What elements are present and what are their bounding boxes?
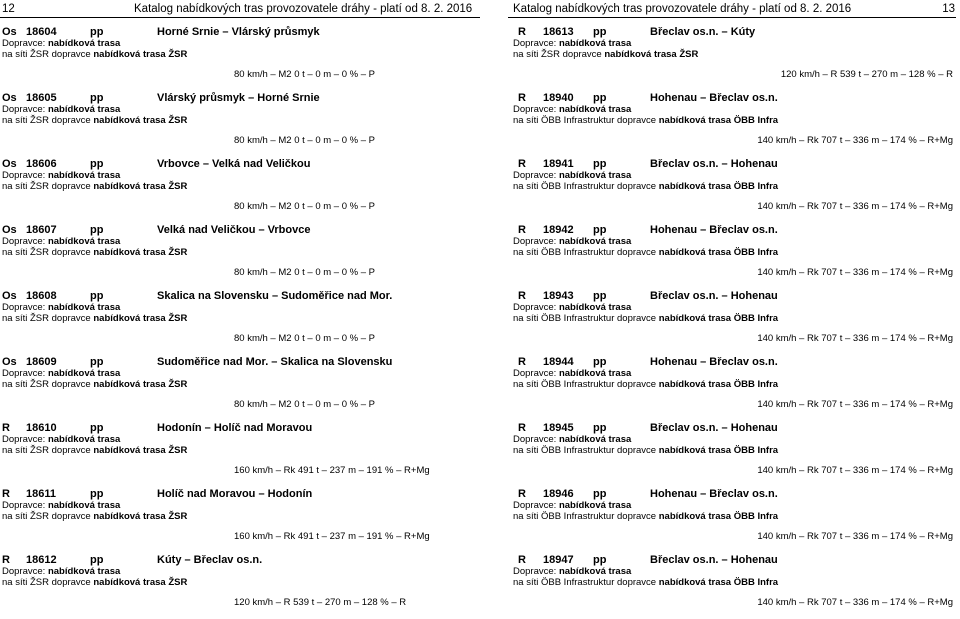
train-number: 18608 — [26, 290, 57, 302]
carrier-value: nabídková trasa — [47, 236, 121, 247]
train-kind: pp — [593, 422, 607, 434]
train-kind: pp — [90, 26, 104, 38]
train-entry — [513, 91, 953, 157]
network-prefix: na síti ŽSR dopravce — [2, 445, 91, 456]
left-page — [0, 0, 480, 608]
carrier-value: nabídková trasa — [558, 434, 632, 445]
carrier-value: nabídková trasa — [558, 500, 632, 511]
train-kind: pp — [593, 224, 607, 236]
network-suffix: nabídková trasa ÖBB Infra — [658, 577, 779, 588]
carrier-line — [513, 434, 631, 445]
network-suffix: nabídková trasa ÖBB Infra — [658, 313, 779, 324]
train-number: 18942 — [543, 224, 574, 236]
carrier-line — [513, 38, 631, 49]
train-type: R — [518, 224, 526, 236]
train-number: 18609 — [26, 356, 57, 368]
header-rule — [0, 17, 480, 18]
train-entry — [513, 553, 953, 619]
train-route: Kúty – Břeclav os.n. — [157, 554, 263, 566]
train-type: R — [2, 488, 10, 500]
train-entry — [513, 289, 953, 355]
network-line — [513, 49, 698, 60]
network-line — [2, 115, 187, 126]
carrier-line — [2, 236, 120, 247]
carrier-line — [2, 566, 120, 577]
page-header — [0, 2, 480, 16]
train-type: Os — [2, 158, 17, 170]
carrier-value: nabídková trasa — [558, 368, 632, 379]
train-params: 140 km/h – Rk 707 t – 336 m – 174 % – R+Mg — [757, 531, 953, 542]
train-params: 80 km/h – M2 0 t – 0 m – 0 % – P — [234, 135, 375, 146]
carrier-line — [513, 500, 631, 511]
train-entry — [2, 223, 472, 289]
header-rule — [508, 17, 956, 18]
network-line — [2, 379, 187, 390]
train-route: Hohenau – Břeclav os.n. — [650, 488, 778, 500]
carrier-label: Dopravce: — [2, 302, 48, 313]
network-prefix: na síti ÖBB Infrastruktur dopravce — [513, 247, 657, 258]
train-route: Hohenau – Břeclav os.n. — [650, 92, 778, 104]
train-route: Sudoměřice nad Mor. – Skalica na Slovensku — [157, 356, 393, 368]
train-number: 18607 — [26, 224, 57, 236]
train-heading — [2, 553, 472, 567]
carrier-label: Dopravce: — [2, 434, 48, 445]
train-entry — [2, 421, 472, 487]
network-prefix: na síti ŽSR dopravce — [2, 313, 91, 324]
network-prefix: na síti ŽSR dopravce — [2, 247, 91, 258]
carrier-value: nabídková trasa — [558, 170, 632, 181]
carrier-value: nabídková trasa — [47, 500, 121, 511]
network-suffix: nabídková trasa ŽSR — [93, 49, 188, 60]
train-heading — [513, 91, 953, 105]
train-heading — [2, 487, 472, 501]
page-header — [480, 2, 960, 16]
network-prefix: na síti ŽSR dopravce — [2, 379, 91, 390]
train-type: R — [518, 290, 526, 302]
carrier-label: Dopravce: — [513, 236, 559, 247]
train-entry — [2, 157, 472, 223]
network-suffix: nabídková trasa ŽSR — [93, 247, 188, 258]
train-number: 18613 — [543, 26, 574, 38]
carrier-label: Dopravce: — [513, 38, 559, 49]
network-line — [513, 511, 778, 522]
carrier-line — [513, 170, 631, 181]
train-heading — [513, 553, 953, 567]
network-prefix: na síti ÖBB Infrastruktur dopravce — [513, 379, 657, 390]
train-heading — [513, 223, 953, 237]
train-type: R — [518, 92, 526, 104]
network-prefix: na síti ŽSR dopravce — [513, 49, 602, 60]
train-number: 18605 — [26, 92, 57, 104]
train-number: 18612 — [26, 554, 57, 566]
train-kind: pp — [593, 488, 607, 500]
train-kind: pp — [593, 158, 607, 170]
train-type: Os — [2, 290, 17, 302]
train-params: 140 km/h – Rk 707 t – 336 m – 174 % – R+Mg — [757, 399, 953, 410]
train-entry — [513, 487, 953, 553]
train-heading — [513, 157, 953, 171]
train-route: Vrbovce – Velká nad Veličkou — [157, 158, 311, 170]
train-params: 140 km/h – Rk 707 t – 336 m – 174 % – R+Mg — [757, 465, 953, 476]
train-kind: pp — [593, 554, 607, 566]
carrier-label: Dopravce: — [2, 368, 48, 379]
train-params: 160 km/h – Rk 491 t – 237 m – 191 % – R+Mg — [234, 531, 430, 542]
network-line — [2, 313, 187, 324]
train-params: 80 km/h – M2 0 t – 0 m – 0 % – P — [234, 201, 375, 212]
network-line — [2, 181, 187, 192]
train-kind: pp — [593, 26, 607, 38]
network-suffix: nabídková trasa ŽSR — [93, 445, 188, 456]
page-title: Katalog nabídkových tras provozovatele dráhy - platí od 8. 2. 2016 — [513, 3, 852, 15]
train-kind: pp — [90, 224, 104, 236]
carrier-label: Dopravce: — [513, 566, 559, 577]
train-route: Hodonín – Holíč nad Moravou — [157, 422, 313, 434]
network-suffix: nabídková trasa ŽSR — [604, 49, 699, 60]
train-entry — [2, 91, 472, 157]
train-route: Břeclav os.n. – Hohenau — [650, 422, 778, 434]
network-prefix: na síti ŽSR dopravce — [2, 181, 91, 192]
train-type: R — [518, 158, 526, 170]
train-kind: pp — [593, 290, 607, 302]
network-suffix: nabídková trasa ŽSR — [93, 511, 188, 522]
train-heading — [2, 355, 472, 369]
train-number: 18944 — [543, 356, 574, 368]
carrier-value: nabídková trasa — [558, 38, 632, 49]
train-heading — [2, 289, 472, 303]
train-type: R — [518, 356, 526, 368]
carrier-line — [2, 170, 120, 181]
network-prefix: na síti ÖBB Infrastruktur dopravce — [513, 445, 657, 456]
train-params: 140 km/h – Rk 707 t – 336 m – 174 % – R+Mg — [757, 201, 953, 212]
train-number: 18947 — [543, 554, 574, 566]
train-number: 18943 — [543, 290, 574, 302]
train-heading — [513, 355, 953, 369]
train-route: Velká nad Veličkou – Vrbovce — [157, 224, 311, 236]
train-route: Břeclav os.n. – Hohenau — [650, 554, 778, 566]
train-number: 18941 — [543, 158, 574, 170]
page-number: 12 — [2, 3, 15, 15]
train-entry — [513, 223, 953, 289]
train-kind: pp — [90, 488, 104, 500]
carrier-value: nabídková trasa — [558, 302, 632, 313]
train-route: Hohenau – Břeclav os.n. — [650, 356, 778, 368]
train-entry — [2, 25, 472, 91]
train-entry — [2, 355, 472, 421]
carrier-value: nabídková trasa — [47, 170, 121, 181]
train-type: Os — [2, 26, 17, 38]
carrier-label: Dopravce: — [513, 302, 559, 313]
network-suffix: nabídková trasa ŽSR — [93, 181, 188, 192]
carrier-label: Dopravce: — [2, 500, 48, 511]
train-kind: pp — [90, 158, 104, 170]
train-entry — [2, 289, 472, 355]
network-prefix: na síti ŽSR dopravce — [2, 115, 91, 126]
train-type: Os — [2, 224, 17, 236]
network-prefix: na síti ÖBB Infrastruktur dopravce — [513, 115, 657, 126]
train-params: 80 km/h – M2 0 t – 0 m – 0 % – P — [234, 333, 375, 344]
train-entry — [513, 421, 953, 487]
carrier-value: nabídková trasa — [47, 104, 121, 115]
network-suffix: nabídková trasa ŽSR — [93, 115, 188, 126]
train-number: 18945 — [543, 422, 574, 434]
train-number: 18940 — [543, 92, 574, 104]
train-type: R — [518, 26, 526, 38]
train-route: Holíč nad Moravou – Hodonín — [157, 488, 313, 500]
train-entry — [513, 157, 953, 223]
carrier-label: Dopravce: — [2, 104, 48, 115]
train-route: Horné Srnie – Vlárský průsmyk — [157, 26, 320, 38]
carrier-label: Dopravce: — [2, 170, 48, 181]
carrier-line — [513, 236, 631, 247]
train-kind: pp — [90, 356, 104, 368]
train-number: 18604 — [26, 26, 57, 38]
carrier-label: Dopravce: — [513, 368, 559, 379]
carrier-line — [2, 104, 120, 115]
train-heading — [513, 487, 953, 501]
network-line — [513, 445, 778, 456]
train-kind: pp — [90, 290, 104, 302]
train-heading — [2, 91, 472, 105]
carrier-value: nabídková trasa — [558, 236, 632, 247]
train-heading — [513, 421, 953, 435]
carrier-line — [513, 566, 631, 577]
train-params: 140 km/h – Rk 707 t – 336 m – 174 % – R+Mg — [757, 597, 953, 608]
carrier-value: nabídková trasa — [47, 38, 121, 49]
train-params: 80 km/h – M2 0 t – 0 m – 0 % – P — [234, 69, 375, 80]
network-suffix: nabídková trasa ÖBB Infra — [658, 247, 779, 258]
train-type: R — [518, 422, 526, 434]
train-params: 160 km/h – Rk 491 t – 237 m – 191 % – R+Mg — [234, 465, 430, 476]
network-prefix: na síti ŽSR dopravce — [2, 577, 91, 588]
network-line — [2, 445, 187, 456]
train-number: 18611 — [26, 488, 56, 500]
train-route: Břeclav os.n. – Hohenau — [650, 158, 778, 170]
train-params: 120 km/h – R 539 t – 270 m – 128 % – R — [780, 69, 953, 80]
train-route: Skalica na Slovensku – Sudoměřice nad Mor. — [157, 290, 393, 302]
carrier-label: Dopravce: — [2, 38, 48, 49]
network-suffix: nabídková trasa ÖBB Infra — [658, 511, 779, 522]
carrier-line — [2, 38, 120, 49]
carrier-label: Dopravce: — [513, 500, 559, 511]
network-prefix: na síti ÖBB Infrastruktur dopravce — [513, 313, 657, 324]
carrier-line — [513, 368, 631, 379]
carrier-value: nabídková trasa — [558, 104, 632, 115]
train-number: 18610 — [26, 422, 57, 434]
page-title: Katalog nabídkových tras provozovatele dráhy - platí od 8. 2. 2016 — [134, 3, 473, 15]
train-type: R — [2, 422, 10, 434]
train-number: 18946 — [543, 488, 574, 500]
carrier-label: Dopravce: — [513, 104, 559, 115]
carrier-line — [2, 302, 120, 313]
train-type: Os — [2, 92, 17, 104]
train-params: 140 km/h – Rk 707 t – 336 m – 174 % – R+Mg — [757, 267, 953, 278]
network-suffix: nabídková trasa ŽSR — [93, 577, 188, 588]
train-type: Os — [2, 356, 17, 368]
train-kind: pp — [90, 554, 104, 566]
network-line — [2, 49, 187, 60]
network-line — [513, 577, 778, 588]
train-route: Vlárský průsmyk – Horné Srnie — [157, 92, 320, 104]
train-route: Břeclav os.n. – Kúty — [650, 26, 756, 38]
train-heading — [2, 157, 472, 171]
carrier-value: nabídková trasa — [558, 566, 632, 577]
network-line — [513, 247, 778, 258]
carrier-line — [2, 368, 120, 379]
train-heading — [513, 289, 953, 303]
network-prefix: na síti ŽSR dopravce — [2, 49, 91, 60]
carrier-label: Dopravce: — [2, 236, 48, 247]
train-entry — [2, 487, 472, 553]
train-params: 120 km/h – R 539 t – 270 m – 128 % – R — [234, 597, 407, 608]
carrier-label: Dopravce: — [513, 434, 559, 445]
carrier-line — [513, 302, 631, 313]
network-suffix: nabídková trasa ÖBB Infra — [658, 115, 779, 126]
network-line — [2, 511, 187, 522]
network-line — [513, 379, 778, 390]
carrier-value: nabídková trasa — [47, 368, 121, 379]
train-entry — [513, 355, 953, 421]
carrier-value: nabídková trasa — [47, 302, 121, 313]
network-suffix: nabídková trasa ŽSR — [93, 313, 188, 324]
network-suffix: nabídková trasa ÖBB Infra — [658, 379, 779, 390]
network-prefix: na síti ŽSR dopravce — [2, 511, 91, 522]
train-route: Hohenau – Břeclav os.n. — [650, 224, 778, 236]
train-params: 140 km/h – Rk 707 t – 336 m – 174 % – R+Mg — [757, 333, 953, 344]
carrier-line — [513, 104, 631, 115]
carrier-line — [2, 434, 120, 445]
train-heading — [513, 25, 953, 39]
train-kind: pp — [593, 356, 607, 368]
network-line — [513, 181, 778, 192]
network-suffix: nabídková trasa ÖBB Infra — [658, 181, 779, 192]
carrier-label: Dopravce: — [513, 170, 559, 181]
train-params: 80 km/h – M2 0 t – 0 m – 0 % – P — [234, 399, 375, 410]
carrier-value: nabídková trasa — [47, 434, 121, 445]
network-line — [513, 313, 778, 324]
train-heading — [2, 25, 472, 39]
train-heading — [2, 421, 472, 435]
network-suffix: nabídková trasa ÖBB Infra — [658, 445, 779, 456]
train-entry — [513, 25, 953, 91]
network-line — [2, 247, 187, 258]
right-page — [480, 0, 960, 608]
train-kind: pp — [90, 422, 104, 434]
train-type: R — [2, 554, 10, 566]
train-kind: pp — [593, 92, 607, 104]
network-prefix: na síti ÖBB Infrastruktur dopravce — [513, 181, 657, 192]
train-kind: pp — [90, 92, 104, 104]
network-prefix: na síti ÖBB Infrastruktur dopravce — [513, 511, 657, 522]
page-number: 13 — [942, 3, 955, 15]
network-line — [2, 577, 187, 588]
train-heading — [2, 223, 472, 237]
carrier-line — [2, 500, 120, 511]
carrier-label: Dopravce: — [2, 566, 48, 577]
train-params: 140 km/h – Rk 707 t – 336 m – 174 % – R+Mg — [757, 135, 953, 146]
network-suffix: nabídková trasa ŽSR — [93, 379, 188, 390]
train-route: Břeclav os.n. – Hohenau — [650, 290, 778, 302]
train-params: 80 km/h – M2 0 t – 0 m – 0 % – P — [234, 267, 375, 278]
train-entry — [2, 553, 472, 619]
train-type: R — [518, 488, 526, 500]
train-type: R — [518, 554, 526, 566]
carrier-value: nabídková trasa — [47, 566, 121, 577]
network-line — [513, 115, 778, 126]
network-prefix: na síti ÖBB Infrastruktur dopravce — [513, 577, 657, 588]
train-number: 18606 — [26, 158, 57, 170]
